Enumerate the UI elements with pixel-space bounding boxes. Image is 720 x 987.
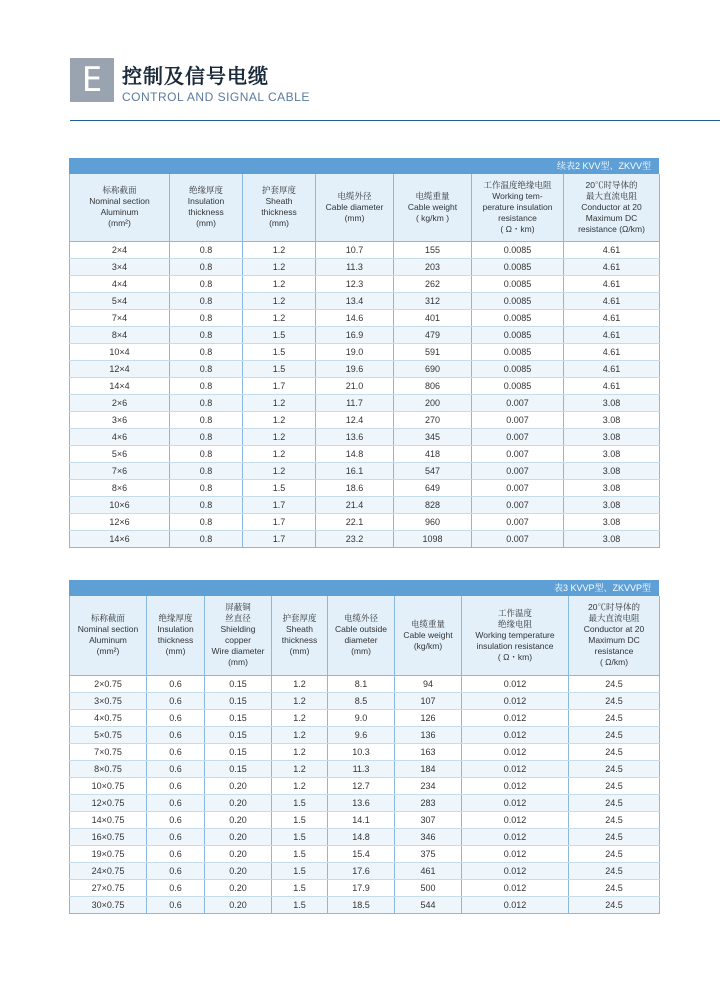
- table-cell: 0.8: [170, 275, 243, 292]
- table-cell: 30×0.75: [70, 896, 147, 913]
- header-cell: 电缆外径 Cable diameter (mm): [316, 174, 394, 241]
- table-cell: 24.5: [569, 828, 660, 845]
- table-cell: 155: [394, 241, 472, 258]
- table-row: [70, 360, 660, 377]
- header-cell: 屏蔽铜 丝直径 Shielding copper Wire diameter (mm): [205, 596, 272, 675]
- table-cell: 479: [394, 326, 472, 343]
- table-cell: 0.0085: [472, 309, 564, 326]
- table-cell: 11.3: [328, 760, 395, 777]
- table-row: [70, 896, 660, 913]
- table-cell: 1.2: [243, 258, 316, 275]
- table-cell: 8.5: [328, 692, 395, 709]
- table-cell: 0.6: [147, 675, 205, 692]
- table-cell: 0.6: [147, 845, 205, 862]
- header-cell: 绝缘厚度 Insulation thickness (mm): [147, 596, 205, 675]
- table-cell: 18.6: [316, 479, 394, 496]
- table-cell: 14.1: [328, 811, 395, 828]
- table-cell: 4.61: [564, 326, 660, 343]
- table-row: [70, 709, 660, 726]
- table-cell: 0.012: [462, 811, 569, 828]
- table-cell: 0.20: [205, 896, 272, 913]
- table-cell: 3.08: [564, 428, 660, 445]
- table-cell: 24.5: [569, 743, 660, 760]
- table-cell: 3.08: [564, 530, 660, 547]
- table-row: [70, 794, 660, 811]
- table-cell: 1.7: [243, 513, 316, 530]
- table-cell: 0.20: [205, 777, 272, 794]
- header-cell: 工作温度 绝缘电阻 Working temperature insulation resistance ( Ω・km): [462, 596, 569, 675]
- table-cell: 7×4: [70, 309, 170, 326]
- table-cell: 0.20: [205, 845, 272, 862]
- table-cell: 163: [395, 743, 462, 760]
- table-cell: 0.8: [170, 411, 243, 428]
- table-cell: 14.6: [316, 309, 394, 326]
- table-cell: 0.012: [462, 675, 569, 692]
- table-cell: 0.8: [170, 258, 243, 275]
- table-cell: 7×0.75: [70, 743, 147, 760]
- table-cell: 3×6: [70, 411, 170, 428]
- table-cell: 0.007: [472, 530, 564, 547]
- table-cell: 0.8: [170, 513, 243, 530]
- table-cell: 0.20: [205, 811, 272, 828]
- header-cell: 护套厚度 Sheath thickness (mm): [272, 596, 328, 675]
- table-cell: 24.5: [569, 777, 660, 794]
- table-cell: 0.007: [472, 496, 564, 513]
- table-caption: 表3 KVVP型、ZKVVP型: [69, 580, 659, 596]
- table-cell: 14×4: [70, 377, 170, 394]
- table-row: [70, 811, 660, 828]
- table-row: [70, 845, 660, 862]
- table-cell: 0.0085: [472, 377, 564, 394]
- table-cell: 1.5: [272, 828, 328, 845]
- table-cell: 262: [394, 275, 472, 292]
- table-cell: 312: [394, 292, 472, 309]
- table-cell: 283: [395, 794, 462, 811]
- table-cell: 0.0085: [472, 258, 564, 275]
- table-cell: 3.08: [564, 479, 660, 496]
- table-cell: 690: [394, 360, 472, 377]
- table-cell: 0.012: [462, 896, 569, 913]
- table-cell: 9.0: [328, 709, 395, 726]
- table-cell: 0.6: [147, 896, 205, 913]
- table-cell: 1.2: [272, 692, 328, 709]
- table-cell: 828: [394, 496, 472, 513]
- table-cell: 2×6: [70, 394, 170, 411]
- table-cell: 0.8: [170, 462, 243, 479]
- table-cell: 0.007: [472, 462, 564, 479]
- table-cell: 24.5: [569, 811, 660, 828]
- table-cell: 0.15: [205, 675, 272, 692]
- table-cell: 0.8: [170, 326, 243, 343]
- table-cell: 0.007: [472, 394, 564, 411]
- table-cell: 12.7: [328, 777, 395, 794]
- table-cell: 0.012: [462, 794, 569, 811]
- table-cell: 24.5: [569, 760, 660, 777]
- table-cell: 24.5: [569, 896, 660, 913]
- table-cell: 0.0085: [472, 241, 564, 258]
- table-cell: 0.8: [170, 530, 243, 547]
- table-cell: 136: [395, 726, 462, 743]
- kvv-spec-table: [69, 174, 660, 548]
- table-cell: 24.5: [569, 709, 660, 726]
- table-cell: 0.007: [472, 445, 564, 462]
- table-cell: 0.15: [205, 760, 272, 777]
- kvvp-table-section: [69, 580, 659, 914]
- table-cell: 0.6: [147, 777, 205, 794]
- table-cell: 0.0085: [472, 292, 564, 309]
- table-cell: 4.61: [564, 275, 660, 292]
- table-cell: 234: [395, 777, 462, 794]
- table-cell: 0.8: [170, 394, 243, 411]
- table-row: [70, 377, 660, 394]
- table-cell: 418: [394, 445, 472, 462]
- table-cell: 0.012: [462, 743, 569, 760]
- table-cell: 10.7: [316, 241, 394, 258]
- table-cell: 18.5: [328, 896, 395, 913]
- table-cell: 1.2: [272, 777, 328, 794]
- table-cell: 24×0.75: [70, 862, 147, 879]
- header-divider: [70, 120, 720, 121]
- table-cell: 1.5: [272, 794, 328, 811]
- table-cell: 270: [394, 411, 472, 428]
- table-cell: 1.2: [272, 709, 328, 726]
- table-cell: 13.6: [328, 794, 395, 811]
- table-row: [70, 530, 660, 547]
- table-caption: 续表2 KVV型、ZKVV型: [69, 158, 659, 174]
- table-cell: 0.0085: [472, 360, 564, 377]
- table-row: [70, 743, 660, 760]
- table-cell: 1.5: [272, 879, 328, 896]
- table-cell: 1.7: [243, 377, 316, 394]
- table-cell: 10×6: [70, 496, 170, 513]
- table-cell: 2×4: [70, 241, 170, 258]
- table-cell: 12×0.75: [70, 794, 147, 811]
- table-cell: 1.2: [243, 275, 316, 292]
- table-row: [70, 411, 660, 428]
- table-row: [70, 828, 660, 845]
- page-subtitle: CONTROL AND SIGNAL CABLE: [122, 90, 310, 104]
- header-cell: 电缆重量 Cable weight (kg/km): [395, 596, 462, 675]
- table-cell: 1.5: [243, 326, 316, 343]
- table-cell: 24.5: [569, 692, 660, 709]
- table-cell: 3.08: [564, 394, 660, 411]
- table-row: [70, 879, 660, 896]
- table-cell: 0.20: [205, 794, 272, 811]
- table-cell: 4.61: [564, 360, 660, 377]
- table-cell: 24.5: [569, 845, 660, 862]
- header-cell: 电缆重量 Cable weight ( kg/km ): [394, 174, 472, 241]
- table-cell: 1.2: [243, 394, 316, 411]
- table-cell: 3.08: [564, 411, 660, 428]
- table-cell: 4×4: [70, 275, 170, 292]
- table-row: [70, 275, 660, 292]
- table-cell: 0.8: [170, 496, 243, 513]
- table-cell: 14×6: [70, 530, 170, 547]
- table-cell: 13.4: [316, 292, 394, 309]
- table-cell: 3.08: [564, 496, 660, 513]
- table-row: [70, 726, 660, 743]
- table-cell: 0.20: [205, 879, 272, 896]
- table-row: [70, 428, 660, 445]
- table-cell: 0.012: [462, 692, 569, 709]
- table-cell: 1.2: [243, 462, 316, 479]
- section-letter: E: [81, 60, 103, 100]
- table-cell: 107: [395, 692, 462, 709]
- table-cell: 0.012: [462, 760, 569, 777]
- table-cell: 24.5: [569, 675, 660, 692]
- table-cell: 0.6: [147, 811, 205, 828]
- table-cell: 5×6: [70, 445, 170, 462]
- table-cell: 10×0.75: [70, 777, 147, 794]
- table-cell: 1.5: [272, 811, 328, 828]
- table-cell: 12.3: [316, 275, 394, 292]
- table-cell: 14×0.75: [70, 811, 147, 828]
- table-row: [70, 479, 660, 496]
- table-cell: 11.3: [316, 258, 394, 275]
- header-cell: 20℃时导体的 最大直流电阻 Conductor at 20 Maximum DC resistance (Ω/km): [564, 174, 660, 241]
- table-cell: 1.2: [243, 411, 316, 428]
- table-cell: 0.15: [205, 692, 272, 709]
- table-cell: 0.8: [170, 343, 243, 360]
- table-cell: 401: [394, 309, 472, 326]
- table-cell: 12.4: [316, 411, 394, 428]
- table-cell: 24.5: [569, 862, 660, 879]
- table-cell: 1.5: [243, 360, 316, 377]
- table-cell: 0.0085: [472, 275, 564, 292]
- table-cell: 0.6: [147, 879, 205, 896]
- table-cell: 346: [395, 828, 462, 845]
- table-row: [70, 394, 660, 411]
- table-cell: 0.6: [147, 726, 205, 743]
- table-cell: 960: [394, 513, 472, 530]
- table-cell: 547: [394, 462, 472, 479]
- table-row: [70, 777, 660, 794]
- table-cell: 1.5: [272, 896, 328, 913]
- table-cell: 1.2: [272, 760, 328, 777]
- table-cell: 1.2: [243, 292, 316, 309]
- table-cell: 1.2: [243, 445, 316, 462]
- table-row: [70, 309, 660, 326]
- table-cell: 16.1: [316, 462, 394, 479]
- table-cell: 8×4: [70, 326, 170, 343]
- table-cell: 19.0: [316, 343, 394, 360]
- table-cell: 375: [395, 845, 462, 862]
- table-cell: 0.8: [170, 445, 243, 462]
- table-cell: 1.2: [243, 309, 316, 326]
- table-cell: 13.6: [316, 428, 394, 445]
- table-cell: 0.012: [462, 828, 569, 845]
- table-cell: 0.15: [205, 709, 272, 726]
- table-cell: 0.15: [205, 743, 272, 760]
- table-cell: 22.1: [316, 513, 394, 530]
- table-cell: 4×0.75: [70, 709, 147, 726]
- table-cell: 0.8: [170, 309, 243, 326]
- table-header-row: [70, 596, 660, 675]
- table-cell: 4.61: [564, 241, 660, 258]
- table-cell: 16.9: [316, 326, 394, 343]
- table-cell: 1.7: [243, 496, 316, 513]
- table-cell: 0.15: [205, 726, 272, 743]
- table-cell: 649: [394, 479, 472, 496]
- table-cell: 1.5: [243, 343, 316, 360]
- table-cell: 184: [395, 760, 462, 777]
- table-cell: 10×4: [70, 343, 170, 360]
- table-cell: 0.012: [462, 726, 569, 743]
- table-cell: 0.6: [147, 743, 205, 760]
- table-cell: 19.6: [316, 360, 394, 377]
- table-cell: 0.012: [462, 709, 569, 726]
- table-cell: 0.8: [170, 428, 243, 445]
- table-cell: 1.2: [272, 675, 328, 692]
- table-cell: 1.7: [243, 530, 316, 547]
- page-title: 控制及信号电缆: [122, 64, 269, 88]
- table-cell: 0.6: [147, 709, 205, 726]
- table-cell: 5×4: [70, 292, 170, 309]
- header-cell: 护套厚度 Sheath thickness (mm): [243, 174, 316, 241]
- table-cell: 14.8: [328, 828, 395, 845]
- table-cell: 1.2: [243, 241, 316, 258]
- table-row: [70, 343, 660, 360]
- table-cell: 806: [394, 377, 472, 394]
- table-cell: 11.7: [316, 394, 394, 411]
- table-cell: 500: [395, 879, 462, 896]
- table-row: [70, 496, 660, 513]
- table-cell: 0.8: [170, 241, 243, 258]
- table-cell: 461: [395, 862, 462, 879]
- table-row: [70, 292, 660, 309]
- table-cell: 200: [394, 394, 472, 411]
- table-cell: 1.2: [243, 428, 316, 445]
- table-cell: 4.61: [564, 309, 660, 326]
- table-cell: 0.8: [170, 479, 243, 496]
- table-row: [70, 445, 660, 462]
- table-row: [70, 513, 660, 530]
- table-cell: 1.5: [272, 862, 328, 879]
- table-cell: 24.5: [569, 879, 660, 896]
- table-row: [70, 326, 660, 343]
- table-cell: 0.007: [472, 428, 564, 445]
- table-cell: 345: [394, 428, 472, 445]
- table-cell: 4.61: [564, 292, 660, 309]
- table-cell: 0.6: [147, 692, 205, 709]
- table-cell: 1.2: [272, 726, 328, 743]
- table-cell: 21.4: [316, 496, 394, 513]
- header-cell: 电缆外径 Cable outside diameter (mm): [328, 596, 395, 675]
- table-cell: 0.8: [170, 360, 243, 377]
- table-row: [70, 862, 660, 879]
- table-cell: 14.8: [316, 445, 394, 462]
- table-cell: 8×0.75: [70, 760, 147, 777]
- kvvp-spec-table: [69, 596, 660, 914]
- table-cell: 544: [395, 896, 462, 913]
- table-row: [70, 241, 660, 258]
- table-cell: 21.0: [316, 377, 394, 394]
- table-cell: 1098: [394, 530, 472, 547]
- table-cell: 0.6: [147, 828, 205, 845]
- table-row: [70, 675, 660, 692]
- table-cell: 15.4: [328, 845, 395, 862]
- table-cell: 5×0.75: [70, 726, 147, 743]
- table-cell: 2×0.75: [70, 675, 147, 692]
- table-cell: 203: [394, 258, 472, 275]
- table-cell: 0.007: [472, 513, 564, 530]
- table-cell: 8×6: [70, 479, 170, 496]
- table-cell: 4.61: [564, 258, 660, 275]
- table-cell: 0.012: [462, 862, 569, 879]
- table-cell: 1.5: [272, 845, 328, 862]
- table-cell: 3×4: [70, 258, 170, 275]
- table-cell: 3×0.75: [70, 692, 147, 709]
- header-cell: 工作温度绝缘电阻 Working tem- perature insulation resistance ( Ω・km): [472, 174, 564, 241]
- table-cell: 591: [394, 343, 472, 360]
- table-cell: 27×0.75: [70, 879, 147, 896]
- table-cell: 1.5: [243, 479, 316, 496]
- header-cell: 绝缘厚度 Insulation thickness (mm): [170, 174, 243, 241]
- table-cell: 17.6: [328, 862, 395, 879]
- table-cell: 3.08: [564, 445, 660, 462]
- table-row: [70, 462, 660, 479]
- table-cell: 3.08: [564, 513, 660, 530]
- table-cell: 23.2: [316, 530, 394, 547]
- table-cell: 1.2: [272, 743, 328, 760]
- table-cell: 0.007: [472, 411, 564, 428]
- table-cell: 8.1: [328, 675, 395, 692]
- table-cell: 0.6: [147, 862, 205, 879]
- table-cell: 0.012: [462, 879, 569, 896]
- table-cell: 16×0.75: [70, 828, 147, 845]
- header-cell: 标称截面 Nominal section Aluminum (mm²): [70, 174, 170, 241]
- table-cell: 10.3: [328, 743, 395, 760]
- table-cell: 0.0085: [472, 326, 564, 343]
- table-cell: 0.012: [462, 845, 569, 862]
- table-row: [70, 258, 660, 275]
- table-cell: 0.6: [147, 760, 205, 777]
- table-cell: 0.007: [472, 479, 564, 496]
- table-cell: 17.9: [328, 879, 395, 896]
- table-cell: 307: [395, 811, 462, 828]
- table-cell: 0.8: [170, 292, 243, 309]
- table-cell: 24.5: [569, 726, 660, 743]
- table-header-row: [70, 174, 660, 241]
- kvv-table-section: [69, 158, 659, 548]
- header-cell: 20℃时导体的 最大直流电阻 Conductor at 20 Maximum DC resistance ( Ω/km): [569, 596, 660, 675]
- table-cell: 126: [395, 709, 462, 726]
- table-cell: 0.0085: [472, 343, 564, 360]
- table-cell: 3.08: [564, 462, 660, 479]
- table-cell: 12×6: [70, 513, 170, 530]
- table-cell: 0.20: [205, 828, 272, 845]
- table-cell: 19×0.75: [70, 845, 147, 862]
- table-cell: 0.20: [205, 862, 272, 879]
- table-cell: 4×6: [70, 428, 170, 445]
- table-row: [70, 692, 660, 709]
- table-cell: 9.6: [328, 726, 395, 743]
- table-cell: 0.6: [147, 794, 205, 811]
- table-cell: 12×4: [70, 360, 170, 377]
- table-cell: 4.61: [564, 343, 660, 360]
- table-cell: 0.8: [170, 377, 243, 394]
- table-row: [70, 760, 660, 777]
- header-cell: 标称截面 Nominal section Aluminum (mm²): [70, 596, 147, 675]
- table-cell: 24.5: [569, 794, 660, 811]
- table-cell: 94: [395, 675, 462, 692]
- section-logo: [70, 58, 114, 102]
- table-cell: 0.012: [462, 777, 569, 794]
- table-cell: 7×6: [70, 462, 170, 479]
- table-cell: 4.61: [564, 377, 660, 394]
